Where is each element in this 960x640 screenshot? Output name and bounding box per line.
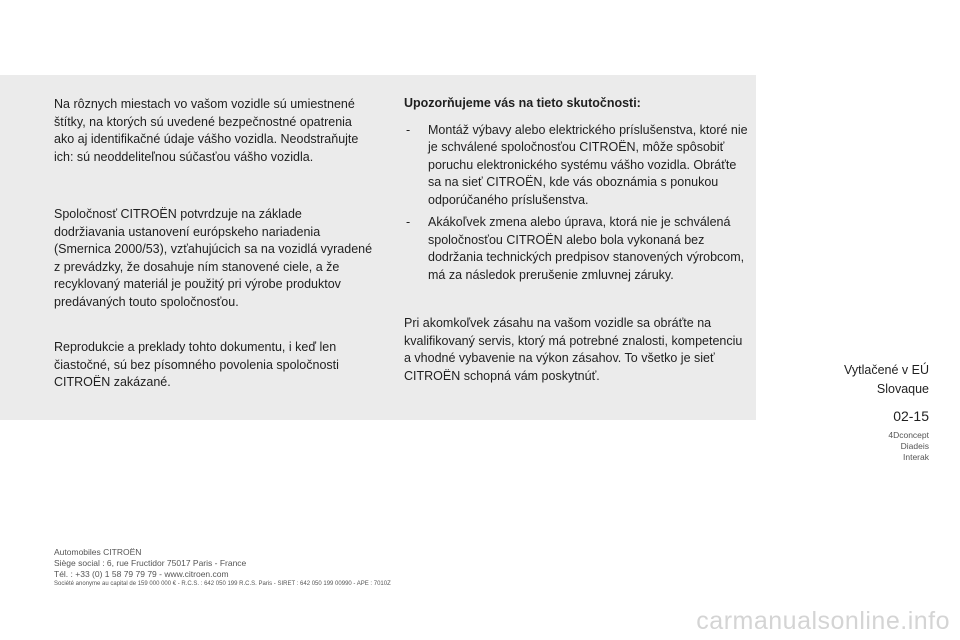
bullet-text: Montáž výbavy alebo elektrického príslušenstva, ktoré nie je schválené spoločnosťou CITROËN, môže spôsobiť poruchu elektronického systému vášho vozidla. Obráťte sa na sieť CITROËN, kde vás oboznámia s ponukou odporúčaného príslušenstva. [428,122,748,207]
warning-bullet-2 [404,214,749,284]
agency-item: 4Dconcept [888,430,929,440]
bullet-dash: - [406,215,411,229]
company-legal: Société anonyme au capital de 159 000 000 € - R.C.S. : 642 050 199 R.C.S. Paris - SIRET : 642 050 199 00990 - APE : 7010Z [54,581,391,587]
company-contact: Tél. : +33 (0) 1 58 79 79 79 - www.citroen.com [54,569,229,579]
agency-list [888,430,929,463]
company-name: Automobiles CITROËN [54,547,142,557]
print-info [844,361,929,399]
agency-item: Diadeis [900,441,929,451]
printed-in: Vytlačené v EÚ [844,363,929,377]
left-column [54,96,374,392]
warning-bullet-1 [404,122,749,210]
labels-paragraph: Na rôznych miestach vo vašom vozidle sú umiestnené štítky, na ktorých sú uvedené bezpečnostné opatrenia ako aj identifikačné údaje vášho vozidla. Neodstraňujte ich: sú neoddeliteľnou súčasťou vášho vozidla. [54,97,359,164]
right-column [404,95,749,385]
bullet-text: Akákoľvek zmena alebo úprava, ktorá nie je schválená spoločnosťou CITROËN alebo bola vykonaná bez dodržania technických predpisov stanovených výrobcom, má za následok prerušenie zmluvnej záruky. [428,215,745,282]
agency-item: Interak [903,452,929,462]
service-paragraph: Pri akomkoľvek zásahu na vašom vozidle sa obráťte na kvalifikovaný servis, ktorý má potrebné znalosti, kompetenciu a vhodné vybavenie na výkon zásahov. To všetko je sieť CITROËN schopná vám poskytnúť. [404,316,743,383]
copyright-paragraph: Reprodukcie a preklady tohto dokumentu, i keď len čiastočné, sú bez písomného povolenia spoločnosti CITROËN zakázané. [54,340,339,389]
bullet-dash: - [406,122,411,137]
watermark: carmanualsonline.info [696,607,950,635]
page-code: 02-15 [893,408,929,424]
recycling-paragraph: Spoločnosť CITROËN potvrdzuje na základe dodržiavania ustanovení európskeho nariadenia (Smernica 2000/53), vzťahujúcich sa na vozidlá vyradené z prevádzky, že dosahuje ním stanovené ciele, a že recyklovaný materiál je použitý pri výrobe produktov predávaných touto spoločnosťou. [54,207,373,309]
company-footer [54,547,391,589]
company-address: Siège social : 6, rue Fructidor 75017 Paris - France [54,558,247,568]
language-label: Slovaque [876,382,929,396]
warning-heading: Upozorňujeme vás na tieto skutočnosti: [404,96,641,110]
